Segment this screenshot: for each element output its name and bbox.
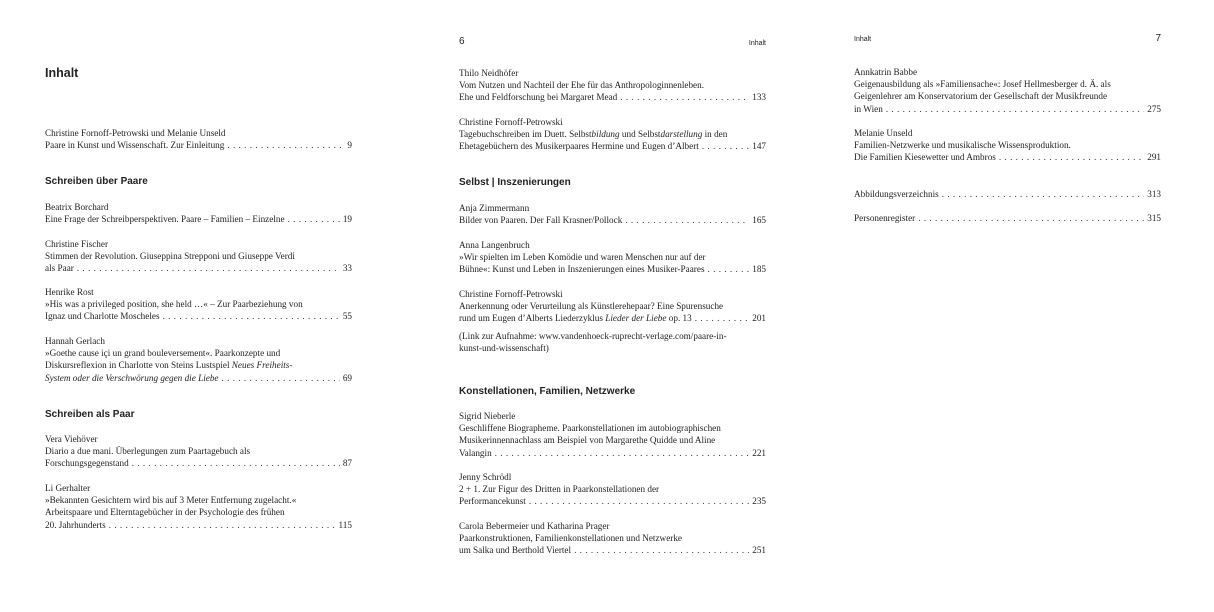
toc-entry-person-index[interactable]: [854, 212, 1161, 224]
entry-title: Valangin: [459, 447, 492, 458]
entry-page: 147: [752, 141, 766, 152]
entry-page: 315: [1147, 213, 1161, 223]
entry-title-italic: Lieder der Liebe: [605, 313, 667, 324]
entry-title: 2 + 1. Zur Figur des Dritten in Paarkonstellationen der: [459, 484, 660, 495]
entry-title: Ehetagebüchern des Musikerpaares Hermine und Eugen d’Albert: [459, 141, 699, 152]
entry-author: Christine Fornoff-Petrowski und Melanie Unseld: [45, 128, 226, 138]
entry-author: Li Gerhalter: [45, 483, 91, 493]
entry-author: Anja Zimmermann: [459, 203, 530, 213]
entry-title: Arbeitspaare und Elterntagebücher in der Psychologie des frühen: [45, 507, 285, 518]
toc-entry[interactable]: [459, 288, 766, 325]
entry-title: Familien-Netzwerke und musikalische Wissensproduktion.: [854, 140, 1071, 151]
entry-title: Geschliffene Biographeme. Paarkonstellationen im autobiographischen: [459, 423, 721, 434]
toc-page-middle: [459, 0, 766, 612]
toc-entry[interactable]: [459, 116, 766, 153]
leader-dots: [886, 103, 1144, 115]
section-heading: Schreiben als Paar: [45, 409, 135, 420]
toc-entry-figures-index[interactable]: [854, 188, 1161, 200]
entry-page: 55: [342, 311, 352, 322]
entry-title: und Selbst: [619, 129, 661, 140]
leader-dots: [109, 519, 336, 531]
leader-dots: [702, 140, 749, 152]
entry-title: Geigenlehrer am Konservatorium der Gesellschaft der Musikfreunde: [854, 91, 1108, 102]
toc-entry[interactable]: [45, 238, 352, 275]
entry-title: Bühne«: Kunst und Leben in Inszenierungen eines Musiker-Paares: [459, 264, 705, 275]
toc-page-right: [854, 0, 1161, 612]
entry-page: 87: [342, 458, 352, 469]
note-line: (Link zur Aufnahme: www.vandenhoeck-ruprecht-verlage.com/paare-in-: [459, 331, 727, 341]
leader-dots: [942, 188, 1145, 200]
entry-page: 133: [752, 92, 766, 103]
entry-title: Tagebuchschreiben im Duett. Selbst: [459, 129, 592, 140]
page-number: 7: [1155, 33, 1161, 44]
entry-page: 115: [338, 519, 352, 530]
toc-entry[interactable]: [45, 335, 352, 384]
entry-title: um Salka und Berthold Viertel: [459, 545, 572, 556]
toc-entry[interactable]: [459, 202, 766, 226]
entry-title: »Bekannten Gesichtern wird bis auf 3 Meter Entfernung zugelacht.«: [45, 495, 297, 506]
entry-title: Stimmen der Revolution. Giuseppina Strepponi und Giuseppe Verdi: [45, 251, 295, 262]
leader-dots: [918, 212, 1144, 224]
entry-title: Eine Frage der Schreibperspektiven. Paare – Familien – Einzelne: [45, 214, 285, 225]
entry-title: Die Familien Kiesewetter und Ambros: [854, 152, 996, 163]
leader-dots: [163, 310, 340, 322]
entry-title: op. 13: [666, 313, 692, 324]
entry-page: 9: [347, 140, 352, 151]
entry-title: 20. Jahrhunderts: [45, 519, 106, 530]
entry-page: 165: [752, 215, 766, 226]
entry-title-italic: Neues Freiheits-: [231, 360, 293, 371]
entry-author: Christine Fornoff-Petrowski: [459, 289, 563, 299]
entry-title: »His was a privileged position, she held …« – Zur Paarbeziehung von: [45, 299, 303, 310]
toc-entry[interactable]: [45, 286, 352, 323]
entry-author: Sigrid Nieberle: [459, 411, 516, 421]
entry-author: Vera Viehöver: [45, 434, 98, 444]
entry-author: Melanie Unseld: [854, 128, 913, 138]
leader-dots: [999, 151, 1144, 163]
leader-dots: [132, 457, 340, 469]
leader-dots: [495, 447, 750, 459]
leader-dots: [77, 262, 340, 274]
leader-dots: [620, 91, 749, 103]
entry-title: Diskursreflexion in Charlotte von Steins Lustspiel: [45, 360, 232, 371]
entry-title: als Paar: [45, 263, 74, 274]
entry-title: Geigenausbildung als »Familiensache«: Josef Hellmesberger d. Ä. als: [854, 79, 1111, 90]
toc-entry[interactable]: [459, 239, 766, 276]
entry-title: Forschungsgegenstand: [45, 458, 129, 469]
entry-title: in Wien: [854, 103, 883, 114]
toc-entry[interactable]: [45, 433, 352, 470]
entry-page: 275: [1147, 103, 1161, 114]
entry-author: Beatrix Borchard: [45, 202, 109, 212]
toc-entry[interactable]: [459, 471, 766, 508]
entry-title: Vom Nutzen und Nachteil der Ehe für das Anthropologinnenleben.: [459, 80, 705, 91]
leader-dots: [625, 214, 749, 226]
leader-dots: [574, 544, 749, 556]
toc-entry[interactable]: [45, 127, 352, 151]
toc-entry[interactable]: [45, 201, 352, 225]
entry-title-italic: bildung: [591, 129, 620, 140]
leader-dots: [227, 139, 344, 151]
entry-title: Personenregister: [854, 213, 916, 223]
entry-title: rund um Eugen d’Alberts Liederzyklus: [459, 313, 606, 324]
entry-title: »Goethe cause içi un grand bouleversement«. Paarkonzepte und: [45, 348, 281, 359]
entry-page: 69: [342, 372, 352, 383]
entry-author: Thilo Neidhöfer: [459, 68, 519, 78]
entry-title: Bilder von Paaren. Der Fall Krasner/Pollock: [459, 215, 623, 226]
entry-page: 33: [342, 263, 352, 274]
entry-author: Christine Fischer: [45, 239, 109, 249]
section-heading: Konstellationen, Familien, Netzwerke: [459, 386, 636, 397]
entry-page: 201: [752, 313, 766, 324]
entry-title-italic: darstellung: [660, 129, 703, 140]
entry-page: 313: [1147, 189, 1161, 199]
page-number: 6: [459, 36, 465, 47]
entry-title: Ignaz und Charlotte Moscheles: [45, 311, 160, 322]
leader-dots: [288, 213, 340, 225]
section-heading: Schreiben über Paare: [45, 176, 148, 187]
page-title: Inhalt: [45, 66, 79, 80]
toc-entry[interactable]: [854, 127, 1161, 164]
section-heading: Selbst | Inszenierungen: [459, 177, 571, 188]
leader-dots: [695, 312, 750, 324]
entry-page: 251: [752, 545, 766, 556]
entry-title: Musikerinnennachlass am Beispiel von Margarethe Quidde und Aline: [459, 435, 716, 446]
entry-author: Hannah Gerlach: [45, 336, 105, 346]
entry-title: Performancekunst: [459, 496, 526, 507]
entry-author: Carola Bebermeier und Katharina Prager: [459, 521, 610, 531]
toc-entry[interactable]: [854, 66, 1161, 115]
toc-entry[interactable]: [459, 410, 766, 459]
entry-title: Paarkonstruktionen, Familienkonstellationen und Netzwerke: [459, 533, 682, 544]
entry-title: Abbildungsverzeichnis: [854, 189, 939, 199]
entry-page: 235: [752, 496, 766, 507]
entry-page: 221: [752, 447, 766, 458]
toc-entry[interactable]: [459, 67, 766, 104]
entry-title: Anerkennung oder Verurteilung als Künstlerehepaar? Eine Spurensuche: [459, 301, 724, 312]
entry-title: »Wir spielten im Leben Komödie und waren Menschen nur auf der: [459, 252, 706, 263]
entry-page: 291: [1147, 152, 1161, 163]
toc-page-left: [45, 0, 352, 612]
entry-title-italic: System oder die Verschwörung gegen die Liebe: [45, 372, 219, 383]
entry-title: in den: [702, 129, 728, 140]
entry-page: 185: [752, 264, 766, 275]
entry-page: 19: [342, 214, 352, 225]
recording-link-note[interactable]: [459, 330, 766, 354]
toc-entry[interactable]: [45, 482, 352, 531]
leader-dots: [708, 263, 750, 275]
running-head: Inhalt: [748, 40, 766, 47]
leader-dots: [222, 372, 340, 384]
entry-title: Diario a due mani. Überlegungen zum Paartagebuch als: [45, 446, 251, 457]
entry-title: Ehe und Feldforschung bei Margaret Mead: [459, 92, 618, 103]
entry-author: Jenny Schrödl: [459, 472, 512, 482]
note-line: kunst-und-wissenschaft): [459, 343, 549, 354]
entry-title: Paare in Kunst und Wissenschaft. Zur Einleitung: [45, 140, 225, 151]
running-head: Inhalt: [854, 36, 872, 43]
entry-author: Anna Langenbruch: [459, 240, 530, 250]
entry-author: Annkatrin Babbe: [854, 67, 918, 77]
entry-author: Christine Fornoff-Petrowski: [459, 117, 563, 127]
toc-entry[interactable]: [459, 520, 766, 557]
leader-dots: [529, 495, 749, 507]
entry-author: Henrike Rost: [45, 287, 94, 297]
